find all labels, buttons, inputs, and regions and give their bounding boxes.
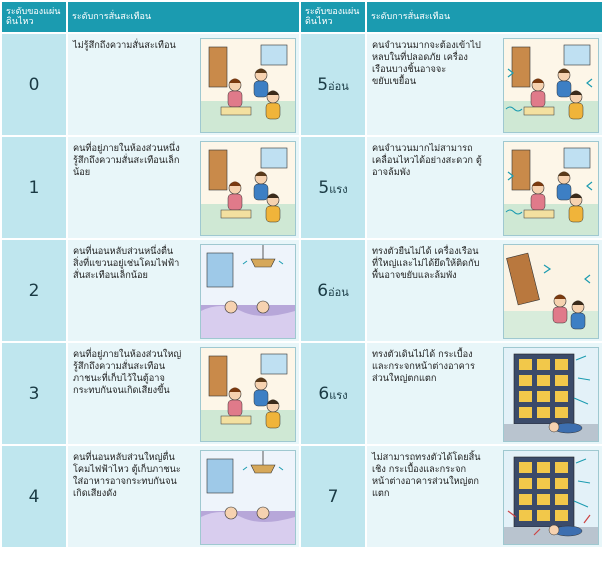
header-description-right: ระดับการสั่นสะเทือน [367,2,602,32]
intensity-illustration [503,38,599,133]
intensity-level-number: 2 [28,280,40,301]
intensity-illustration [503,347,599,442]
intensity-illustration [200,244,296,339]
intensity-level-number: 0 [28,74,40,95]
header-row [2,2,602,32]
intensity-illustration [503,450,599,545]
intensity-level-cell [2,446,66,547]
intensity-description-text: คนจำนวนมากจะต้องเข้าไปหลบในที่ปลอดภัย เครื่องเรือนบางชิ้นอาจจะขยับเขยื้อน [372,40,481,87]
intensity-level-qualifier: อ่อน [328,285,349,299]
intensity-illustration [200,450,296,545]
intensity-level-qualifier: แรง [329,182,348,196]
intensity-level-cell [2,343,66,444]
intensity-description-text: ไม่สามารถทรงตัวได้โดยสิ้นเชิง กระเบื้องและกระจกหน้าต่างอาคารส่วนใหญ่ตกแตก [372,452,481,499]
intensity-description-cell [367,137,602,238]
intensity-level-number: 1 [28,177,40,198]
intensity-level-qualifier: อ่อน [328,79,349,93]
intensity-level-cell [301,137,365,238]
intensity-illustration [200,141,296,236]
intensity-description-cell [68,343,299,444]
intensity-level-number: 6 [317,280,329,301]
intensity-description-text: คนที่นอนหลับส่วนใหญ่ตื่น โคมไฟฟ้าไหว ตู้เก็บภาชนะใส่อาหารอาจกระทบกันจนเกิดเสียงดัง [73,452,181,499]
intensity-level-number: 4 [28,486,40,507]
intensity-row [2,446,602,547]
intensity-level-cell [301,343,365,444]
intensity-illustration [200,347,296,442]
intensity-level-cell [301,446,365,547]
intensity-level-number: 5 [318,177,330,198]
intensity-illustration [503,244,599,339]
intensity-description-cell [68,34,299,135]
intensity-description-text: คนที่นอนหลับส่วนหนึ่งตื่น สิ่งที่แขวนอยู่เช่นโคมไฟฟ้าสั่นสะเทือนเล็กน้อย [73,246,180,281]
intensity-level-cell [2,34,66,135]
intensity-illustration [503,141,599,236]
intensity-description-text: คนที่อยู่ภายในห้องส่วนใหญ่รู้สึกถึงความสั่นสะเทือน ภาชนะที่เก็บไว้ในตู้อาจกระทบกันจนเกิดเสียงขึ้น [73,349,182,396]
intensity-row [2,343,602,444]
header-description-left: ระดับการสั่นสะเทือน [68,2,299,32]
intensity-level-cell [2,137,66,238]
intensity-row [2,240,602,341]
intensity-description-cell [68,446,299,547]
intensity-description-text: ไม่รู้สึกถึงความสั่นสะเทือน [73,40,176,51]
header-level-right: ระดับของแผ่นดินไหว [301,2,365,32]
header-level-left: ระดับของแผ่นดินไหว [2,2,66,32]
intensity-description-text: คนที่อยู่ภายในห้องส่วนหนึ่งรู้สึกถึงความสั่นสะเทือนเล็กน้อย [73,143,180,178]
intensity-description-cell [367,343,602,444]
intensity-level-number: 6 [318,383,330,404]
intensity-illustration [200,38,296,133]
intensity-description-cell [367,34,602,135]
intensity-description-cell [367,240,602,341]
intensity-level-cell [301,34,365,135]
intensity-description-text: คนจำนวนมากไม่สามารถเคลื่อนไหวได้อย่างสะดวก ตู้อาจล้มพัง [372,143,482,178]
intensity-description-cell [68,240,299,341]
intensity-row [2,137,602,238]
intensity-level-cell [2,240,66,341]
intensity-level-number: 5 [317,74,329,95]
intensity-row [2,34,602,135]
intensity-level-number: 3 [28,383,40,404]
intensity-description-cell [68,137,299,238]
intensity-description-text: ทรงตัวยืนไม่ได้ เครื่องเรือนที่ใหญ่และไม่ได้ยึดให้ติดกับพื้นอาจขยับและล้มพัง [372,246,480,281]
intensity-description-cell [367,446,602,547]
intensity-level-cell [301,240,365,341]
intensity-level-qualifier: แรง [329,388,348,402]
intensity-level-number: 7 [327,486,339,507]
intensity-description-text: ทรงตัวเดินไม่ได้ กระเบื้องและกระจกหน้าต่างอาคารส่วนใหญ่ตกแตก [372,349,475,384]
